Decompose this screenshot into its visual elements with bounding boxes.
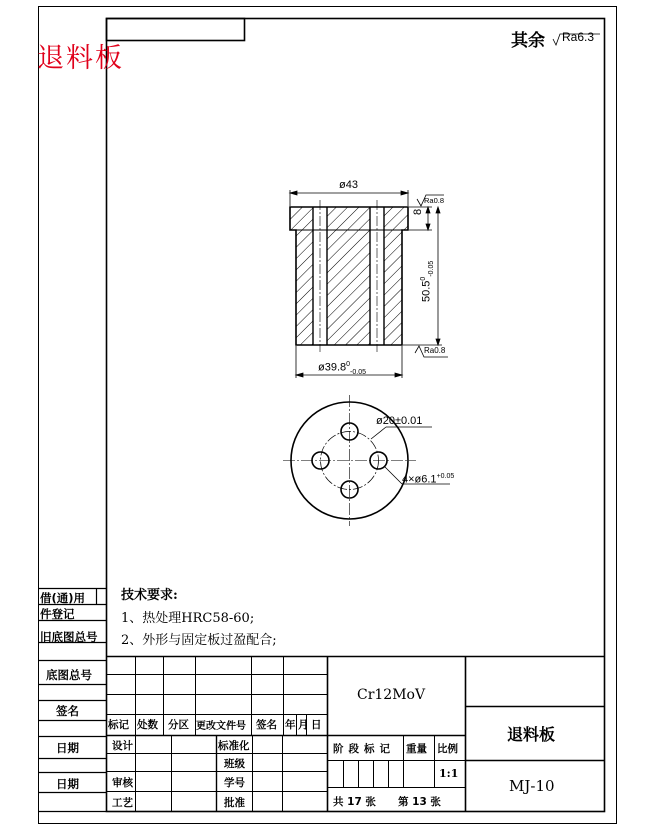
dim-main-height-text: $50.5^0_{-0.05}$ [420, 260, 435, 302]
plan-view [283, 395, 450, 526]
dim-bottom-diameter-text: $ø39.8^0_{-0.05}$ [318, 361, 367, 376]
stamp-title: 退料板 [37, 43, 124, 74]
rev-header-day: 日 [311, 719, 322, 731]
tech-requirements-heading: 技术要求: [121, 588, 178, 603]
student-no-label: 学号 [224, 777, 245, 789]
rev-header-month: 月 [298, 719, 309, 731]
rev-header-zone: 分区 [168, 719, 189, 731]
standardize-label: 标准化 [218, 740, 250, 752]
dim-top-width [290, 190, 408, 206]
scale-value: 1:1 [439, 767, 459, 780]
part-name: 退料板 [507, 725, 556, 744]
material-text: Cr12MoV [357, 687, 426, 703]
surface-note-label: 其余 [511, 31, 545, 51]
drawing-number-box [107, 19, 245, 41]
rev-header-count: 处数 [137, 719, 158, 731]
dim-pitch-circle-text: ø20±0.01 [376, 415, 423, 427]
dim-flange-height-text: 8 [412, 208, 424, 215]
side-label-base-drawing: 底图总号 [46, 668, 92, 682]
rev-header-sign: 签名 [256, 719, 277, 731]
side-label-date-2: 日期 [56, 777, 79, 791]
weight-label: 重量 [406, 743, 427, 755]
side-label-old-drawing: 旧底图总号 [40, 630, 98, 644]
inner-frame [107, 19, 605, 812]
tech-requirement-1: 1、热处理HRC58-60; [121, 611, 255, 626]
scale-label: 比例 [437, 743, 458, 755]
roughness-bottom-text: Ra0.8 [424, 346, 446, 355]
approve-label: 批准 [224, 797, 245, 809]
section-view [290, 200, 408, 352]
rev-header-year: 年 [285, 719, 296, 731]
side-label-date-1: 日期 [56, 741, 79, 755]
dim-top-width-text: ø43 [339, 179, 358, 191]
rev-header-doc: 更改文件号 [196, 721, 246, 732]
rev-header-mark: 标记 [108, 719, 129, 731]
side-label-borrow: 借(通)用 [40, 591, 86, 605]
process-label: 工艺 [112, 797, 133, 809]
roughness-top-text: Ra0.8 [424, 196, 445, 205]
side-label-register: 件登记 [40, 607, 75, 621]
dim-holes-text: $4\times ø6.1^{+0.05}$ [402, 473, 455, 486]
surface-note-roughness: Ra6.3 [562, 30, 595, 44]
review-label: 审核 [112, 777, 133, 789]
stage-headers: 阶段标记 [333, 743, 395, 755]
design-label: 设计 [112, 740, 133, 752]
drawing-number: MJ-10 [509, 777, 555, 795]
class-label: 班级 [224, 758, 245, 770]
total-sheets: 共 17 张 [333, 796, 376, 808]
sheet-number: 第 13 张 [398, 796, 441, 808]
side-label-signature: 签名 [56, 704, 79, 718]
tech-requirement-2: 2、外形与固定板过盈配合; [121, 633, 277, 648]
